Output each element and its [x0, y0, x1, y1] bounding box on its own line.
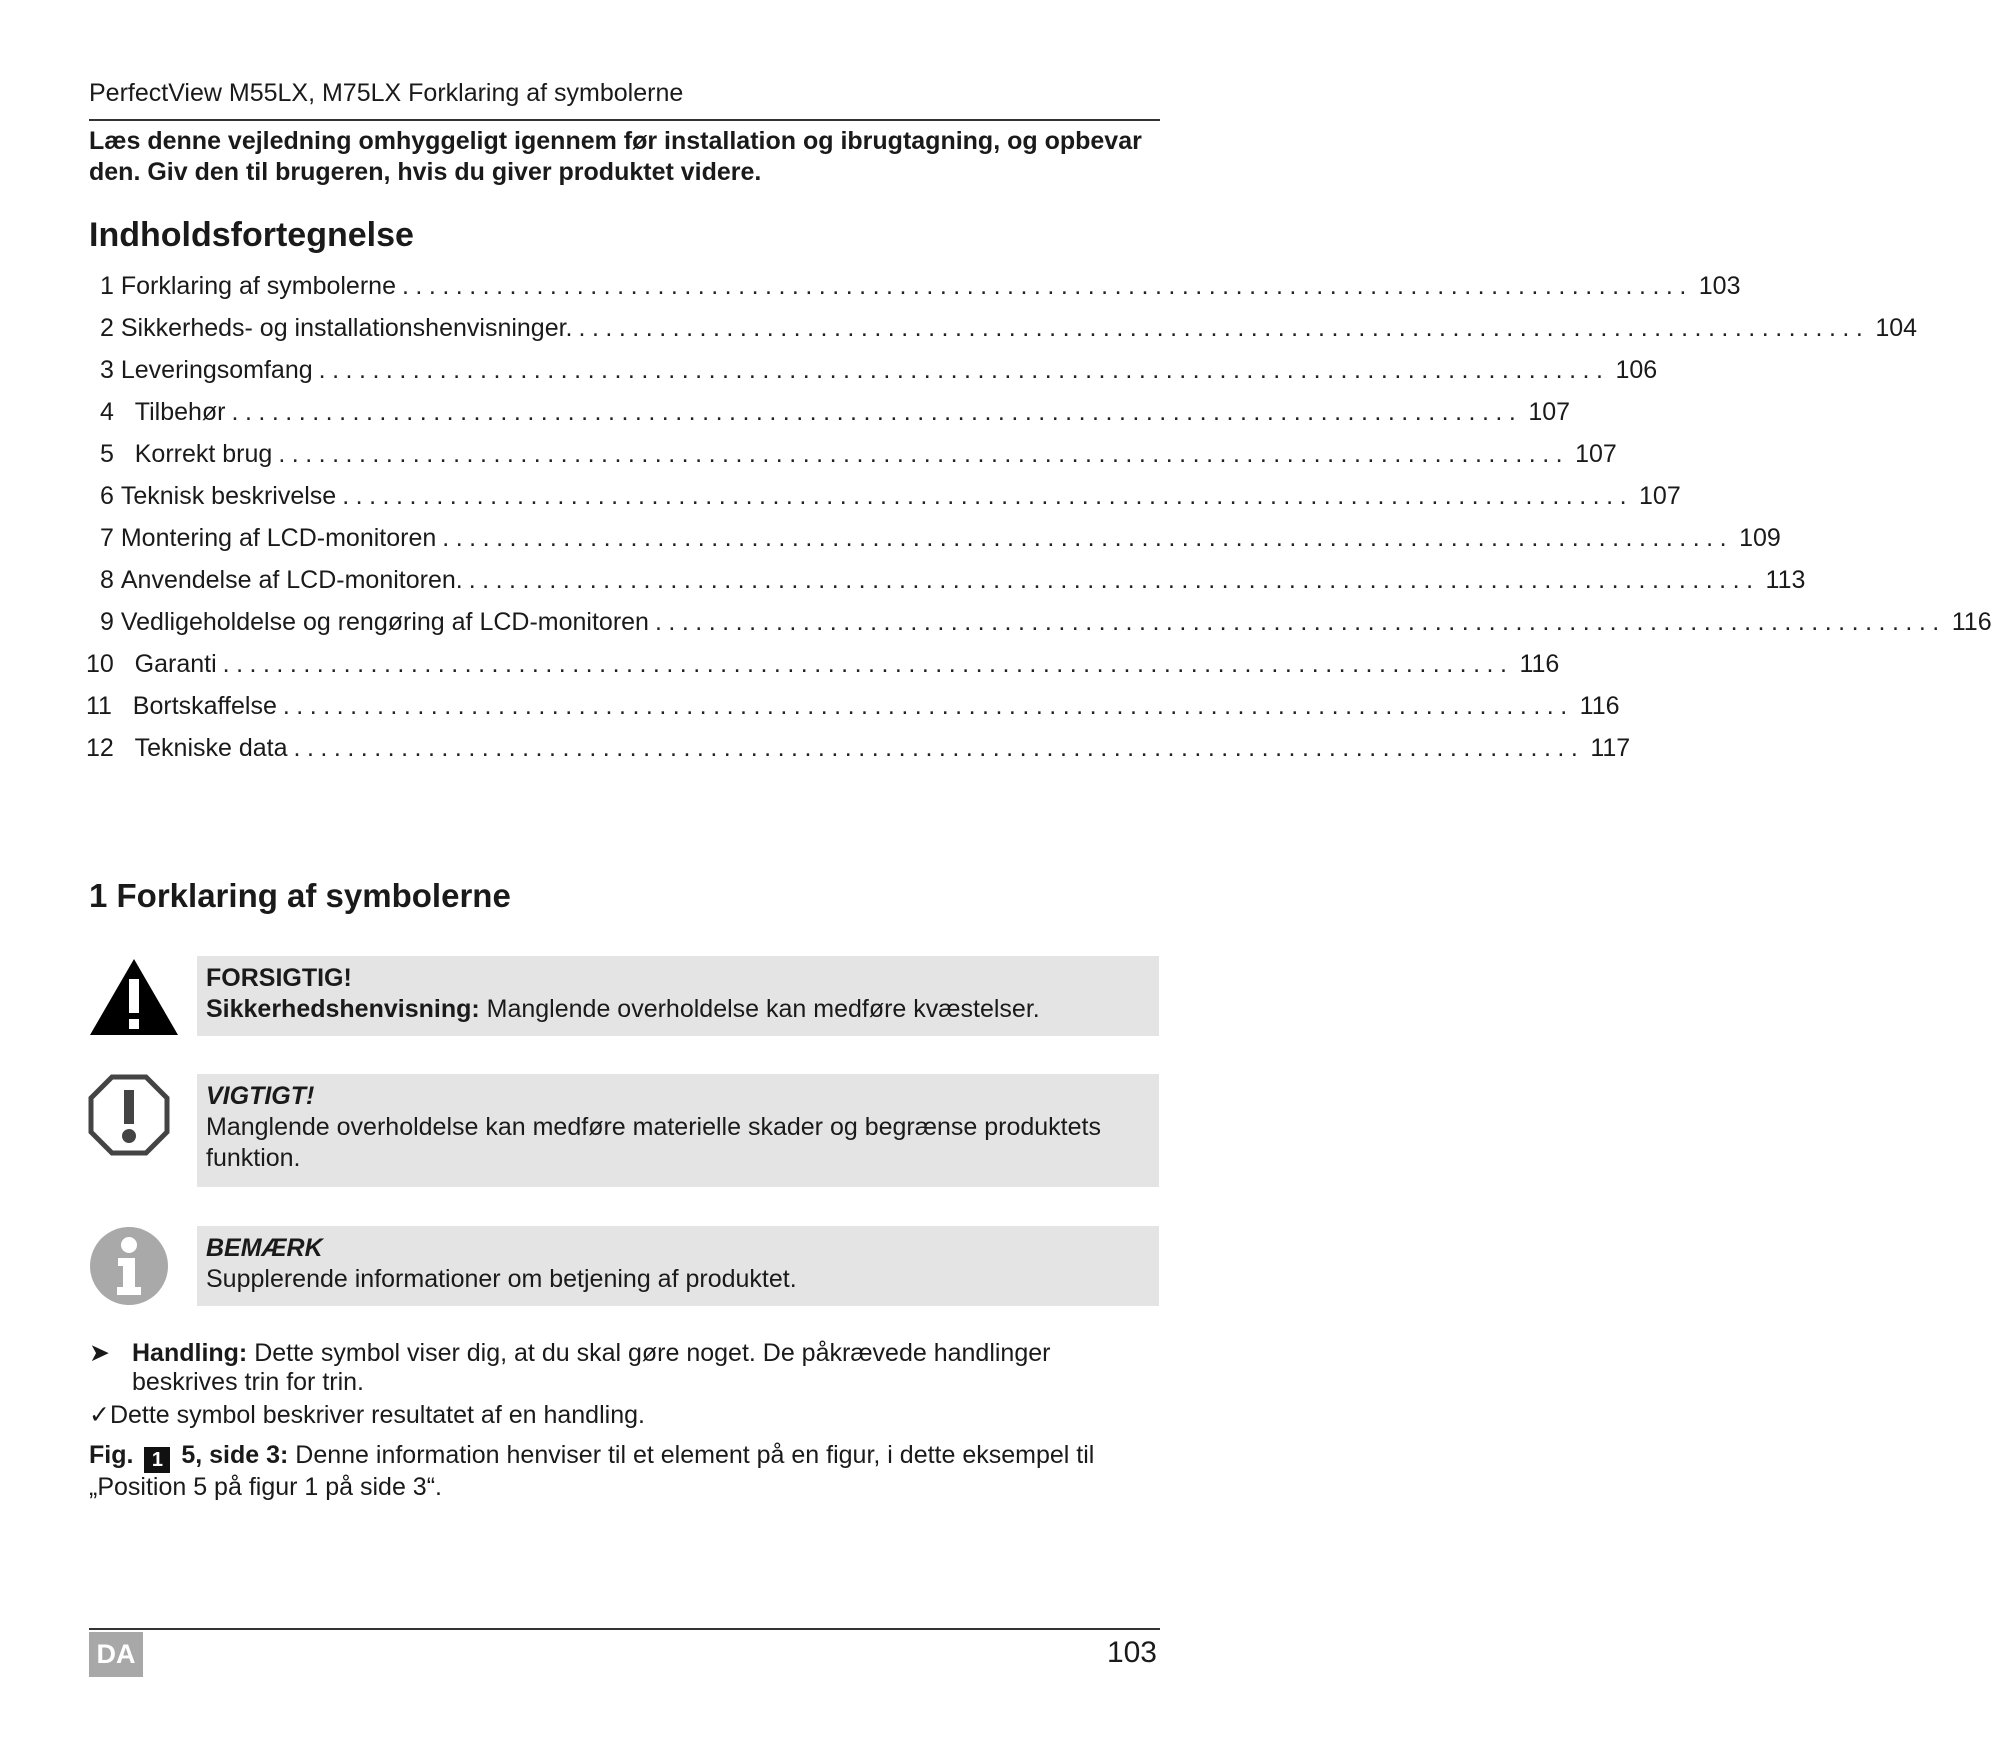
toc-leader-dots: ................................................................................................ — [578, 314, 1870, 342]
toc-leader-dots: ................................................................................................ — [468, 566, 1760, 594]
language-badge: DA — [89, 1632, 143, 1677]
result-paragraph — [89, 1401, 1169, 1430]
toc-leader-dots: ................................................................................................ — [293, 734, 1585, 762]
toc-item-label: Sikkerheds- og installationshenvisninger. — [120, 314, 573, 342]
toc-item-label: Garanti — [134, 650, 217, 678]
fig-position: 5, side 3: — [181, 1441, 289, 1469]
toc-item[interactable] — [86, 734, 1631, 766]
important-octagon-icon — [88, 1074, 170, 1156]
caution-text — [206, 994, 1149, 1025]
info-icon — [88, 1225, 170, 1307]
important-label: VIGTIGT! — [206, 1082, 315, 1110]
toc-item-label: Montering af LCD-monitoren — [120, 524, 437, 552]
toc-item-label: Vedligeholdelse og rengøring af LCD-monitoren — [120, 608, 649, 636]
toc-item[interactable] — [100, 566, 1806, 598]
section-title: 1 Forklaring af symbolerne — [89, 877, 511, 914]
toc-item-label: Leveringsomfang — [120, 356, 313, 384]
toc-item[interactable] — [100, 440, 1617, 472]
toc-item-page: 116 — [1579, 692, 1620, 720]
toc-item-number: 10 — [86, 650, 135, 678]
important-notice — [197, 1074, 1159, 1187]
toc-item-number: 8 — [100, 566, 121, 594]
intro-warning-text: Læs denne vejledning omhyggeligt igennem før installation og ibrugtagning, og opbevar den. Giv den til brugeren, hvis du giver produktet videre. — [89, 127, 1142, 186]
toc-leader-dots: ................................................................................................ — [282, 692, 1574, 720]
toc-item-number: 2 — [100, 314, 121, 342]
toc-item[interactable] — [86, 650, 1560, 682]
footer-divider — [89, 1628, 1160, 1630]
toc-item-page: 117 — [1590, 734, 1631, 762]
toc-item-label: Forklaring af symbolerne — [120, 272, 396, 300]
toc-item[interactable] — [86, 692, 1620, 724]
caution-label: FORSIGTIG! — [206, 964, 352, 992]
toc-leader-dots: ................................................................................................ — [654, 608, 1946, 636]
arrow-icon: ➤ — [89, 1339, 110, 1367]
caution-sublabel: Sikkerhedshenvisning: — [206, 995, 480, 1023]
toc-item-page: 116 — [1951, 608, 1992, 636]
toc-item-number: 5 — [100, 440, 135, 468]
toc-item[interactable] — [100, 272, 1741, 304]
toc-item-number: 7 — [100, 524, 121, 552]
page-number: 103 — [1106, 1636, 1157, 1669]
header-divider — [89, 119, 1160, 121]
toc-item-label: Tilbehør — [134, 398, 226, 426]
toc-item-label: Anvendelse af LCD-monitoren. — [120, 566, 463, 594]
toc-leader-dots: ................................................................................................ — [222, 650, 1514, 678]
note-notice — [197, 1226, 1159, 1306]
checkmark-icon: ✓ — [89, 1401, 110, 1429]
toc-item-number: 1 — [100, 272, 121, 300]
note-label: BEMÆRK — [206, 1234, 323, 1262]
handling-paragraph — [89, 1339, 1169, 1397]
toc-item[interactable] — [100, 314, 1918, 346]
toc-leader-dots: ................................................................................................ — [442, 524, 1734, 552]
toc-leader-dots: ................................................................................................ — [231, 398, 1523, 426]
toc-item-page: 104 — [1875, 314, 1918, 342]
toc-leader-dots: ................................................................................................ — [318, 356, 1610, 384]
toc-item-number: 12 — [86, 734, 135, 762]
toc-title: Indholdsfortegnelse — [89, 216, 414, 254]
toc-item-page: 103 — [1698, 272, 1741, 300]
toc-item-page: 107 — [1639, 482, 1681, 510]
toc-item-number: 6 — [100, 482, 121, 510]
toc-leader-dots: ................................................................................................ — [342, 482, 1634, 510]
page-header: PerfectView M55LX, M75LX Forklaring af symbolerne — [89, 79, 684, 107]
handling-label: Handling: — [132, 1339, 248, 1367]
toc-item[interactable] — [100, 482, 1681, 514]
toc-item[interactable] — [100, 524, 1781, 556]
toc-item-number: 4 — [100, 398, 135, 426]
toc-item-page: 109 — [1739, 524, 1781, 552]
toc-item-page: 116 — [1519, 650, 1560, 678]
result-text: Dette symbol beskriver resultatet af en handling. — [109, 1401, 645, 1429]
toc-item[interactable] — [100, 398, 1571, 430]
toc-item[interactable] — [100, 356, 1658, 388]
toc-item-number: 11 — [86, 692, 133, 720]
toc-item-page: 113 — [1765, 566, 1806, 594]
note-text: Supplerende informationer om betjening af produktet. — [206, 1265, 797, 1293]
figure-reference-paragraph — [89, 1441, 1169, 1502]
figure-number-badge: 1 — [144, 1447, 170, 1473]
toc-leader-dots: ................................................................................................ — [401, 272, 1693, 300]
toc-item-label: Tekniske data — [134, 734, 288, 762]
toc-item-number: 3 — [100, 356, 121, 384]
caution-description: Manglende overholdelse kan medføre kvæstelser. — [479, 995, 1040, 1023]
toc-item-page: 107 — [1528, 398, 1571, 426]
toc-item[interactable] — [100, 608, 1992, 640]
warning-triangle-icon — [88, 957, 180, 1037]
toc-item-label: Bortskaffelse — [132, 692, 277, 720]
toc-leader-dots: ................................................................................................ — [278, 440, 1570, 468]
important-text: Manglende overholdelse kan medføre materielle skader og begrænse produktets funktion. — [206, 1113, 1101, 1172]
handling-text: Dette symbol viser dig, at du skal gøre noget. De påkrævede handlinger beskrives trin for trin. — [132, 1339, 1051, 1396]
fig-text: Denne information henviser til et element på en figur, i dette eksempel til „Position 5 på figur 1 på side 3“. — [89, 1441, 1095, 1501]
toc-item-page: 106 — [1615, 356, 1658, 384]
toc-item-number: 9 — [100, 608, 121, 636]
caution-notice — [197, 956, 1159, 1036]
fig-prefix: Fig. — [89, 1441, 134, 1469]
toc-item-page: 107 — [1575, 440, 1617, 468]
toc-item-label: Teknisk beskrivelse — [120, 482, 337, 510]
toc-item-label: Korrekt brug — [134, 440, 273, 468]
